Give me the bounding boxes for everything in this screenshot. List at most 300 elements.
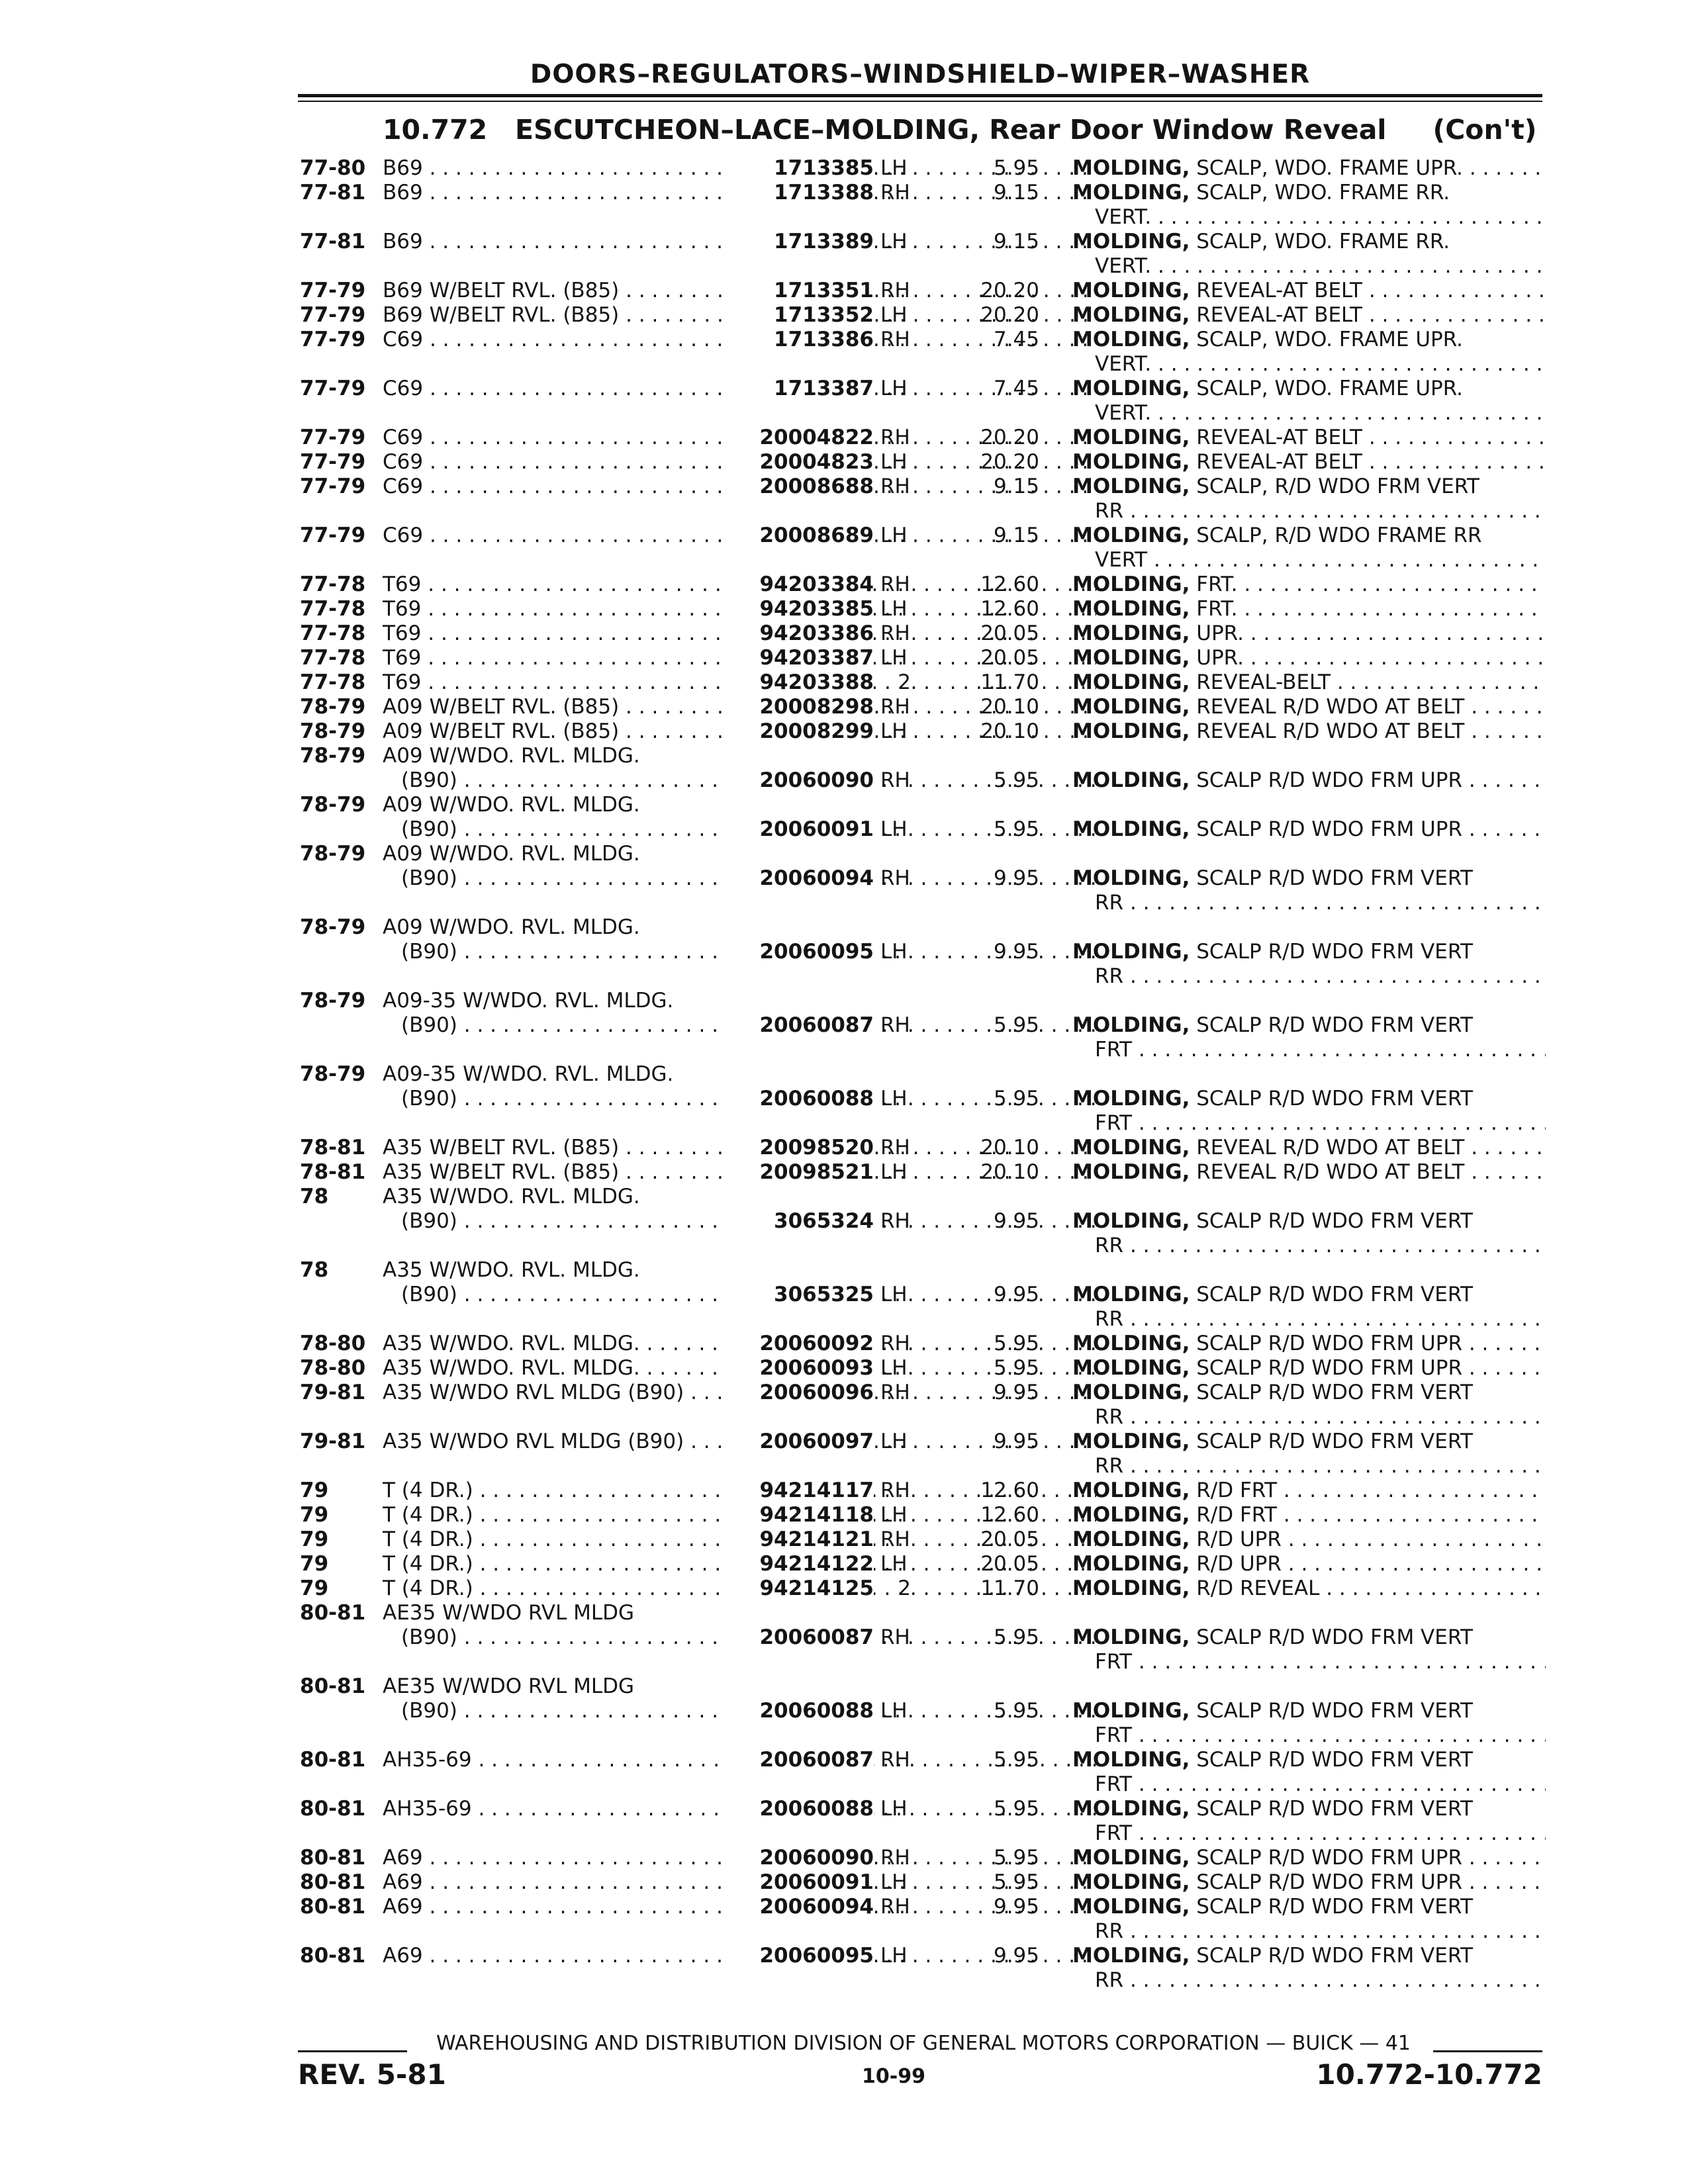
row-side: LH: [880, 1503, 908, 1527]
row-part-name-detail: SCALP, R/D WDO FRAME RR: [1196, 523, 1482, 547]
row-price: 20.10: [980, 1136, 1039, 1160]
row-part-name: [1072, 1846, 1546, 1870]
row-description-text: (B90) . . .: [401, 1013, 1096, 1037]
row-years: 77-81: [300, 230, 366, 253]
row-price: 9.95: [993, 1895, 1039, 1919]
row-part-name-detail: R/D FRT: [1196, 1503, 1278, 1527]
row-part-name-detail: R/D UPR: [1196, 1527, 1282, 1551]
row-part-name-continuation: RR . . .: [1072, 1307, 1546, 1332]
row-part-number: 94214125: [722, 1576, 874, 1601]
row-part-name-detail: REVEAL R/D WDO AT BELT: [1196, 695, 1465, 719]
row-years: 80-81: [300, 1601, 366, 1625]
row-part-name-detail: SCALP R/D WDO FRM VERT: [1196, 1625, 1474, 1649]
row-part-name-detail: REVEAL-AT BELT: [1196, 450, 1362, 474]
row-price: 20.05: [980, 1527, 1039, 1551]
row-years: 78: [300, 1185, 329, 1208]
row-part-name-detail: SCALP R/D WDO FRM VERT: [1196, 1748, 1474, 1772]
row-side: RH: [880, 621, 910, 645]
table-row: [0, 523, 1688, 571]
row-description-text: T (4 DR.) . . .: [383, 1527, 1096, 1551]
row-description-text: T (4 DR.) . . .: [383, 1552, 1096, 1576]
row-price: 5.95: [993, 1870, 1039, 1894]
row-part-name-detail: SCALP R/D WDO FRM VERT: [1196, 1283, 1474, 1306]
table-row: [0, 866, 1688, 914]
row-description-text: AH35-69 . . .: [383, 1748, 1096, 1772]
row-part-name-detail: SCALP, R/D WDO FRM VERT: [1196, 475, 1479, 498]
table-row: [0, 1748, 1688, 1796]
row-side: LH: [880, 719, 908, 743]
row-part-name: [1072, 646, 1546, 670]
row-part-name-detail: FRT.: [1196, 597, 1238, 621]
row-part-name-detail: SCALP R/D WDO FRM UPR: [1196, 1332, 1462, 1355]
row-part-number: 20008298: [722, 695, 874, 719]
row-part-name-detail: SCALP, WDO. FRAME UPR.: [1196, 377, 1464, 400]
row-price: 20.20: [980, 426, 1039, 449]
row-side: RH: [880, 1846, 910, 1870]
row-part-number: 20060094: [722, 1895, 874, 1919]
row-part-name-keyword: MOLDING,: [1072, 1381, 1190, 1404]
row-part-name-keyword: MOLDING,: [1072, 1283, 1190, 1306]
row-years: 78: [300, 1258, 329, 1282]
row-part-name-detail: FRT.: [1196, 572, 1238, 596]
row-description-text: A35 W/WDO. RVL. MLDG. . . .: [383, 1332, 1096, 1355]
row-part-number: 1713388: [722, 181, 874, 205]
row-part-number: 94203386: [722, 621, 874, 646]
row-side: RH: [880, 695, 910, 719]
footer-page-number: 10-99: [862, 2065, 925, 2088]
row-years: 79-81: [300, 1381, 366, 1404]
row-part-number: 20060092: [722, 1332, 874, 1356]
row-part-name-detail: SCALP R/D WDO FRM UPR: [1196, 1846, 1462, 1870]
row-price: 9.15: [993, 230, 1039, 253]
row-price: 11.70: [980, 1576, 1039, 1600]
row-part-number: 1713387: [722, 377, 874, 401]
row-part-number: 20060093: [722, 1356, 874, 1381]
row-part-number: 20098520: [722, 1136, 874, 1160]
row-part-name: [1072, 866, 1546, 915]
row-part-name: [1072, 1944, 1546, 1993]
row-description-text: (B90) . . .: [401, 1699, 1096, 1723]
row-description-text: T69 . . .: [383, 621, 1096, 645]
row-part-name: [1072, 1870, 1546, 1895]
row-part-name-keyword: MOLDING,: [1072, 426, 1190, 449]
row-description-top: AE35 W/WDO RVL MLDG: [383, 1601, 635, 1625]
row-price: 5.95: [993, 1332, 1039, 1355]
row-price: 9.95: [993, 1381, 1039, 1404]
row-years: 77-79: [300, 303, 366, 327]
row-description-text: A69 . . .: [383, 1870, 1096, 1894]
row-side: LH: [880, 230, 908, 253]
row-part-name-keyword: MOLDING,: [1072, 1013, 1190, 1037]
table-row: [0, 1797, 1688, 1844]
row-part-name-detail: SCALP, WDO. FRAME UPR.: [1196, 156, 1464, 180]
row-part-number: 20060090: [722, 1846, 874, 1870]
table-row: [0, 940, 1688, 987]
row-part-name-keyword: MOLDING,: [1072, 1846, 1190, 1870]
row-side: RH: [880, 1527, 910, 1551]
row-description-top: A35 W/WDO. RVL. MLDG.: [383, 1258, 640, 1282]
row-price: 20.10: [980, 719, 1039, 743]
row-part-number: 20008688: [722, 475, 874, 499]
row-part-name: [1072, 719, 1546, 744]
row-years: 78-79: [300, 719, 366, 743]
row-years: 77-78: [300, 572, 366, 596]
row-part-name-keyword: MOLDING,: [1072, 597, 1190, 621]
footer-rule-left: [298, 2050, 407, 2052]
row-description-text: T69 . . .: [383, 572, 1096, 596]
row-part-name: [1072, 1748, 1546, 1797]
row-years: 78-81: [300, 1160, 366, 1184]
row-description-text: A35 W/WDO RVL MLDG (B90) . . .: [383, 1381, 1096, 1404]
row-part-name-keyword: MOLDING,: [1072, 1895, 1190, 1919]
row-side: RH: [880, 181, 910, 205]
row-price: 9.15: [993, 181, 1039, 205]
row-part-name: [1072, 1283, 1546, 1332]
row-part-name-continuation: RR . . .: [1072, 1919, 1546, 1944]
row-price: 11.70: [980, 670, 1039, 694]
row-price: 5.95: [993, 1087, 1039, 1111]
row-part-number: 94214121: [722, 1527, 874, 1552]
row-side: RH: [880, 1381, 910, 1404]
row-part-name-detail: SCALP R/D WDO FRM VERT: [1196, 1895, 1474, 1919]
row-part-name-keyword: MOLDING,: [1072, 621, 1190, 645]
row-description-text: T69 . . .: [383, 646, 1096, 670]
row-part-name-keyword: MOLDING,: [1072, 768, 1190, 792]
row-description-text: (B90) . . .: [401, 866, 1096, 890]
row-price: 20.20: [980, 450, 1039, 474]
row-years: 77-78: [300, 621, 366, 645]
row-part-name: [1072, 1699, 1546, 1748]
row-part-number: 3065325: [722, 1283, 874, 1307]
row-side: LH: [880, 1356, 908, 1380]
row-price: 5.95: [993, 156, 1039, 180]
row-part-name-continuation: RR . . .: [1072, 1405, 1546, 1430]
row-description-top: AE35 W/WDO RVL MLDG: [383, 1674, 635, 1698]
row-years: 79: [300, 1527, 329, 1551]
row-description-text: C69 . . .: [383, 426, 1096, 449]
row-part-name-continuation: VERT. . . .: [1072, 205, 1546, 230]
row-part-name-keyword: MOLDING,: [1072, 1576, 1190, 1600]
row-description-text: A35 W/BELT RVL. (B85) . . .: [383, 1136, 1096, 1160]
row-price: 5.95: [993, 817, 1039, 841]
row-part-name-detail: REVEAL R/D WDO AT BELT: [1196, 1160, 1465, 1184]
row-side: RH: [880, 1013, 910, 1037]
row-part-name-keyword: MOLDING,: [1072, 181, 1190, 205]
row-part-name-keyword: MOLDING,: [1072, 817, 1190, 841]
row-part-name-detail: SCALP R/D WDO FRM VERT: [1196, 1209, 1474, 1233]
row-description-text: B69 . . .: [383, 230, 1096, 253]
row-years: 79: [300, 1479, 329, 1502]
row-description-text: B69 . . .: [383, 181, 1096, 205]
row-years: 78-81: [300, 1136, 366, 1160]
table-row: [0, 1283, 1688, 1330]
row-part-name-detail: SCALP R/D WDO FRM VERT: [1196, 1944, 1474, 1968]
row-side: RH: [880, 475, 910, 498]
row-part-name-keyword: MOLDING,: [1072, 1748, 1190, 1772]
row-price: 5.95: [993, 1846, 1039, 1870]
row-part-name-detail: R/D REVEAL: [1196, 1576, 1320, 1600]
row-part-name: [1072, 670, 1546, 695]
row-part-number: 20060087: [722, 1013, 874, 1038]
row-part-name: [1072, 1503, 1546, 1527]
table-row: [0, 328, 1688, 375]
row-part-name-detail: SCALP R/D WDO FRM UPR: [1196, 1870, 1462, 1894]
row-price: 5.95: [993, 1356, 1039, 1380]
row-part-name: [1072, 1895, 1546, 1944]
row-part-name-keyword: MOLDING,: [1072, 1332, 1190, 1355]
row-part-number: 94203387: [722, 646, 874, 670]
row-part-name-detail: SCALP, WDO. FRAME RR.: [1196, 230, 1450, 253]
row-price: 5.95: [993, 1748, 1039, 1772]
row-side: RH: [880, 328, 910, 351]
row-years: 77-78: [300, 670, 366, 694]
table-row: [0, 377, 1688, 424]
row-part-name-keyword: MOLDING,: [1072, 279, 1190, 302]
row-part-name-detail: SCALP, WDO. FRAME RR.: [1196, 181, 1450, 205]
row-part-name: [1072, 1527, 1546, 1552]
row-part-number: 1713389: [722, 230, 874, 254]
row-part-name-keyword: MOLDING,: [1072, 1136, 1190, 1160]
row-price: 20.10: [980, 695, 1039, 719]
row-part-name: [1072, 621, 1546, 646]
row-part-name-keyword: MOLDING,: [1072, 866, 1190, 890]
row-years: 77-81: [300, 181, 366, 205]
row-description-text: (B90) . . .: [401, 768, 1096, 792]
section-title: ESCUTCHEON–LACE–MOLDING, Rear Door Window Reveal: [515, 114, 1387, 146]
row-years: 77-79: [300, 279, 366, 302]
row-description-text: A09 W/BELT RVL. (B85) . . .: [383, 719, 1096, 743]
table-row: [0, 475, 1688, 522]
row-part-name-detail: SCALP R/D WDO FRM VERT: [1196, 1797, 1474, 1821]
row-part-name-keyword: MOLDING,: [1072, 1699, 1190, 1723]
row-part-name-detail: SCALP R/D WDO FRM UPR: [1196, 768, 1462, 792]
row-part-name: [1072, 768, 1546, 793]
row-years: 77-79: [300, 377, 366, 400]
row-side: LH: [880, 1699, 908, 1723]
row-part-name-continuation: FRT . . .: [1072, 1111, 1546, 1136]
row-part-name-detail: SCALP R/D WDO FRM UPR: [1196, 1356, 1462, 1380]
row-years: 78-79: [300, 793, 366, 817]
table-row: [0, 230, 1688, 277]
row-side: LH: [880, 1087, 908, 1111]
row-description-text: (B90) . . .: [401, 817, 1096, 841]
table-row: [0, 1625, 1688, 1673]
row-part-name: [1072, 695, 1546, 719]
row-side: LH: [880, 1160, 908, 1184]
row-part-name-keyword: MOLDING,: [1072, 230, 1190, 253]
row-years: 77-78: [300, 597, 366, 621]
row-price: 12.60: [980, 1503, 1039, 1527]
row-side: RH: [880, 1332, 910, 1355]
row-years: 77-78: [300, 646, 366, 670]
table-row: [0, 1013, 1688, 1061]
row-part-name-detail: REVEAL R/D WDO AT BELT: [1196, 1136, 1465, 1160]
row-part-name-keyword: MOLDING,: [1072, 475, 1190, 498]
row-part-number: 20098521: [722, 1160, 874, 1185]
row-description-text: C69 . . .: [383, 450, 1096, 474]
row-part-name-keyword: MOLDING,: [1072, 450, 1190, 474]
row-description-text: B69 . . .: [383, 156, 1096, 180]
row-part-name-detail: REVEAL-AT BELT: [1196, 303, 1362, 327]
row-part-name-keyword: MOLDING,: [1072, 1552, 1190, 1576]
row-part-name-keyword: MOLDING,: [1072, 1209, 1190, 1233]
row-part-name-continuation: RR . . .: [1072, 1234, 1546, 1258]
row-description-top: A09 W/WDO. RVL. MLDG.: [383, 744, 640, 768]
row-part-name: [1072, 597, 1546, 621]
row-description-top: A09-35 W/WDO. RVL. MLDG.: [383, 1062, 674, 1086]
row-part-number: 94203388: [722, 670, 874, 695]
row-description-text: T (4 DR.) . . .: [383, 1503, 1096, 1527]
table-row: [0, 1430, 1688, 1477]
row-side: LH: [880, 1797, 908, 1821]
row-part-name-keyword: MOLDING,: [1072, 670, 1190, 694]
row-part-number: 1713351: [722, 279, 874, 303]
row-part-name-keyword: MOLDING,: [1072, 1503, 1190, 1527]
row-part-name-detail: REVEAL-AT BELT: [1196, 426, 1362, 449]
row-price: 5.95: [993, 1013, 1039, 1037]
row-part-number: 20060088: [722, 1797, 874, 1821]
row-description-text: B69 W/BELT RVL. (B85) . . .: [383, 303, 1096, 327]
row-years: 78-79: [300, 1062, 366, 1086]
row-description-text: AH35-69 . . .: [383, 1797, 1096, 1821]
row-part-name: [1072, 450, 1546, 475]
row-part-number: 20060091: [722, 1870, 874, 1895]
row-price: 9.95: [993, 1283, 1039, 1306]
row-description-top: A09 W/WDO. RVL. MLDG.: [383, 842, 640, 866]
row-part-number: 20060088: [722, 1699, 874, 1723]
row-part-name: [1072, 181, 1546, 230]
row-price: 20.05: [980, 646, 1039, 670]
row-price: 5.95: [993, 1699, 1039, 1723]
row-side: LH: [880, 523, 908, 547]
table-row: [0, 1944, 1688, 1991]
row-description-text: A35 W/WDO RVL MLDG (B90) . . .: [383, 1430, 1096, 1453]
row-description-text: (B90) . . .: [401, 940, 1096, 964]
row-side: LH: [880, 646, 908, 670]
row-side: LH: [880, 940, 908, 964]
row-part-name-detail: UPR.: [1196, 621, 1244, 645]
row-price: 9.95: [993, 1430, 1039, 1453]
row-years: 79: [300, 1503, 329, 1527]
row-years: 80-81: [300, 1944, 366, 1968]
row-years: 77-79: [300, 426, 366, 449]
row-part-name: [1072, 1479, 1546, 1503]
row-price: 5.95: [993, 768, 1039, 792]
row-part-name-continuation: FRT . . .: [1072, 1650, 1546, 1674]
row-years: 80-81: [300, 1797, 366, 1821]
row-part-name-keyword: MOLDING,: [1072, 1356, 1190, 1380]
row-price: 12.60: [980, 597, 1039, 621]
row-part-name-continuation: FRT . . .: [1072, 1038, 1546, 1062]
row-part-number: 20060094: [722, 866, 874, 891]
row-side: LH: [880, 1283, 908, 1306]
row-price: 12.60: [980, 572, 1039, 596]
row-part-name: [1072, 1381, 1546, 1430]
row-part-number: 20060087: [722, 1625, 874, 1650]
row-price: 9.95: [993, 940, 1039, 964]
row-description-text: A69 . . .: [383, 1846, 1096, 1870]
row-part-name: [1072, 523, 1546, 572]
footer-division-text: WAREHOUSING AND DISTRIBUTION DIVISION OF GENERAL MOTORS CORPORATION — BUICK — 41: [436, 2032, 1411, 2055]
row-part-number: 20060091: [722, 817, 874, 842]
row-part-name-keyword: MOLDING,: [1072, 1479, 1190, 1502]
row-description-text: T (4 DR.) . . .: [383, 1576, 1096, 1600]
row-part-name-continuation: FRT . . .: [1072, 1723, 1546, 1748]
row-description-text: (B90) . . .: [401, 1283, 1096, 1306]
row-description-text: C69 . . .: [383, 475, 1096, 498]
row-part-name-keyword: MOLDING,: [1072, 1160, 1190, 1184]
row-price: 20.10: [980, 1160, 1039, 1184]
row-part-number: 94203385: [722, 597, 874, 621]
row-part-name: [1072, 572, 1546, 597]
row-side: RH: [880, 279, 910, 302]
row-part-number: 20060095: [722, 940, 874, 964]
row-side: LH: [880, 303, 908, 327]
row-part-name-detail: SCALP R/D WDO FRM VERT: [1196, 866, 1474, 890]
row-quantity: 2: [898, 1576, 911, 1600]
row-part-name: [1072, 940, 1546, 989]
row-part-name-keyword: MOLDING,: [1072, 1087, 1190, 1111]
row-part-number: 20060090: [722, 768, 874, 793]
row-years: 80-81: [300, 1748, 366, 1772]
row-part-name-continuation: VERT. . . .: [1072, 352, 1546, 377]
row-part-name-detail: REVEAL-BELT: [1196, 670, 1331, 694]
row-side: RH: [880, 866, 910, 890]
row-price: 5.95: [993, 1625, 1039, 1649]
table-row: [0, 1209, 1688, 1257]
row-part-number: 94214122: [722, 1552, 874, 1576]
row-part-name-keyword: MOLDING,: [1072, 1870, 1190, 1894]
row-part-name-keyword: MOLDING,: [1072, 695, 1190, 719]
row-years: 80-81: [300, 1870, 366, 1894]
row-part-name: [1072, 475, 1546, 523]
row-side: RH: [880, 1479, 910, 1502]
row-part-name-continuation: RR . . .: [1072, 964, 1546, 989]
row-side: RH: [880, 1748, 910, 1772]
row-part-name: [1072, 1013, 1546, 1062]
row-part-name-detail: R/D UPR: [1196, 1552, 1282, 1576]
row-part-name-detail: SCALP R/D WDO FRM UPR: [1196, 817, 1462, 841]
row-price: 9.15: [993, 475, 1039, 498]
row-price: 5.95: [993, 1797, 1039, 1821]
row-side: RH: [880, 1209, 910, 1233]
row-part-name: [1072, 1430, 1546, 1479]
table-row: [0, 1895, 1688, 1942]
row-side: RH: [880, 426, 910, 449]
row-part-name-detail: SCALP R/D WDO FRM VERT: [1196, 1013, 1474, 1037]
row-years: 78-79: [300, 989, 366, 1013]
row-description-text: (B90) . . .: [401, 1087, 1096, 1111]
row-description-text: T69 . . .: [383, 597, 1096, 621]
row-part-name: [1072, 1356, 1546, 1381]
row-part-name: [1072, 156, 1546, 181]
row-years: 80-81: [300, 1846, 366, 1870]
section-number: 10.772: [383, 114, 488, 146]
row-price: 9.95: [993, 1944, 1039, 1968]
table-row: [0, 1087, 1688, 1134]
row-part-name: [1072, 1552, 1546, 1576]
row-part-name-detail: REVEAL-AT BELT: [1196, 279, 1362, 302]
row-price: 20.20: [980, 303, 1039, 327]
row-part-name-continuation: VERT. . . .: [1072, 254, 1546, 279]
row-part-name-detail: SCALP R/D WDO FRM VERT: [1196, 940, 1474, 964]
row-side: LH: [880, 817, 908, 841]
row-price: 7.45: [993, 328, 1039, 351]
row-part-name-keyword: MOLDING,: [1072, 1527, 1190, 1551]
row-years: 77-79: [300, 450, 366, 474]
row-years: 78-79: [300, 744, 366, 768]
row-part-name-detail: SCALP R/D WDO FRM VERT: [1196, 1381, 1474, 1404]
